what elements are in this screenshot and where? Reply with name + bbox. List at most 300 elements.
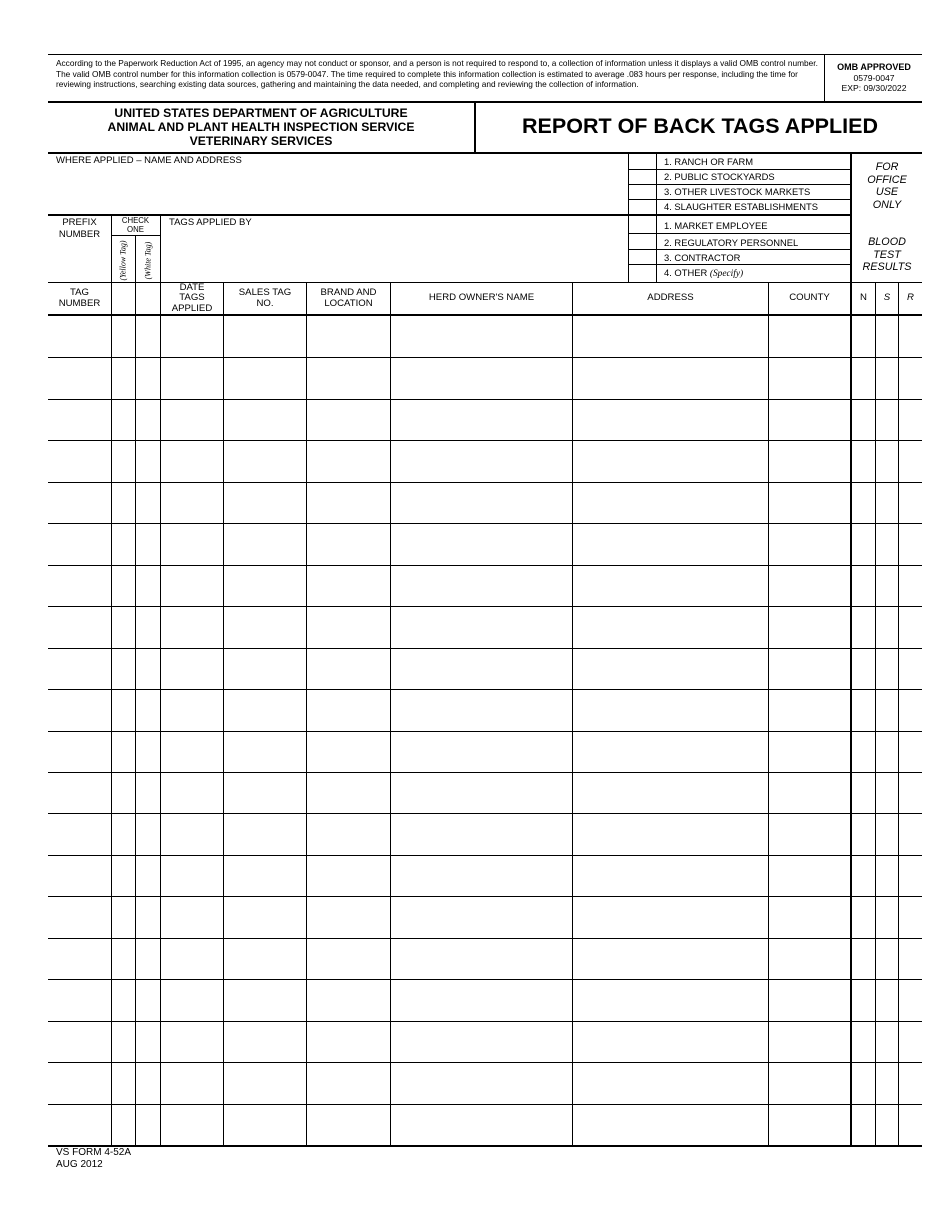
date-tags-applied-cell[interactable]	[160, 523, 223, 564]
n-result-cell[interactable]	[851, 648, 875, 689]
form-footer	[56, 1147, 131, 1171]
s-result-cell[interactable]	[875, 938, 898, 979]
county-cell[interactable]	[768, 357, 850, 398]
s-result-cell[interactable]	[875, 482, 898, 523]
brand-location-cell[interactable]	[306, 979, 390, 1020]
white-tag-cell[interactable]	[135, 938, 160, 979]
sales-tag-cell[interactable]	[223, 357, 306, 398]
r-result-cell[interactable]	[898, 731, 922, 772]
brand-location-cell[interactable]	[306, 1104, 390, 1145]
r-result-cell[interactable]	[898, 689, 922, 730]
brand-location-cell[interactable]	[306, 648, 390, 689]
county-cell[interactable]	[768, 813, 850, 854]
tag-number-cell[interactable]	[48, 1062, 111, 1103]
tag-number-2: NUMBER	[58, 297, 101, 309]
n-result-cell[interactable]	[851, 689, 875, 730]
county-cell[interactable]	[768, 938, 850, 979]
date-tags-applied-cell[interactable]	[160, 440, 223, 481]
date-tags-applied-cell[interactable]	[160, 855, 223, 896]
s-result-cell[interactable]	[875, 979, 898, 1020]
r-result-cell[interactable]	[898, 357, 922, 398]
sales-tag-cell[interactable]	[223, 482, 306, 523]
white-tag-cell[interactable]	[135, 316, 160, 357]
sales-tag-cell[interactable]	[223, 689, 306, 730]
tag-number-cell[interactable]	[48, 606, 111, 647]
brand-location-header	[307, 283, 390, 314]
row-divider	[48, 523, 922, 524]
herd-owner-name-cell[interactable]	[390, 1062, 572, 1103]
sales-tag-cell[interactable]	[223, 316, 306, 357]
date-tags-applied-header	[161, 283, 223, 314]
n-result-cell[interactable]	[851, 316, 875, 357]
herd-owner-name-cell[interactable]	[390, 896, 572, 937]
agency-line-2: ANIMAL AND PLANT HEALTH INSPECTION SERVICE	[107, 120, 415, 134]
county-cell[interactable]	[768, 523, 850, 564]
brand-location-cell[interactable]	[306, 606, 390, 647]
yellow-tag-cell[interactable]	[111, 979, 135, 1020]
address-cell[interactable]	[572, 357, 768, 398]
s-result-cell[interactable]	[875, 1021, 898, 1062]
s-result-cell[interactable]	[875, 399, 898, 440]
date-tags-applied-cell[interactable]	[160, 813, 223, 854]
tag-number-cell[interactable]	[48, 855, 111, 896]
county-cell[interactable]	[768, 316, 850, 357]
r-result-cell[interactable]	[898, 1021, 922, 1062]
top-border	[48, 54, 922, 55]
tag-number-cell[interactable]	[48, 813, 111, 854]
n-result-cell[interactable]	[851, 772, 875, 813]
n-result-cell[interactable]	[851, 399, 875, 440]
omb-approved-label: OMB APPROVED	[837, 62, 911, 72]
date-1: DATE	[179, 281, 205, 293]
option-divider	[628, 184, 850, 185]
yellow-tag-cell[interactable]	[111, 855, 135, 896]
r-result-cell[interactable]	[898, 606, 922, 647]
s-result-cell[interactable]	[875, 855, 898, 896]
date-tags-applied-cell[interactable]	[160, 316, 223, 357]
tag-number-cell[interactable]	[48, 772, 111, 813]
s-result-cell[interactable]	[875, 731, 898, 772]
sales-tag-cell[interactable]	[223, 565, 306, 606]
sales-tag-cell[interactable]	[223, 772, 306, 813]
n-result-cell[interactable]	[851, 896, 875, 937]
address-cell[interactable]	[572, 648, 768, 689]
date-tags-applied-cell[interactable]	[160, 1021, 223, 1062]
brand-location-cell[interactable]	[306, 440, 390, 481]
specify-label: (Specify)	[709, 269, 744, 279]
county-cell[interactable]	[768, 731, 850, 772]
r-result-cell[interactable]	[898, 772, 922, 813]
brand-location-cell[interactable]	[306, 523, 390, 564]
s-result-cell[interactable]	[875, 523, 898, 564]
herd-owner-name-cell[interactable]	[390, 482, 572, 523]
white-tag-cell[interactable]	[135, 689, 160, 730]
date-tags-applied-cell[interactable]	[160, 482, 223, 523]
herd-owner-name-cell[interactable]	[390, 813, 572, 854]
county-cell[interactable]	[768, 399, 850, 440]
address-cell[interactable]	[572, 316, 768, 357]
s-result-cell[interactable]	[875, 565, 898, 606]
county-cell[interactable]	[768, 1021, 850, 1062]
r-result-cell[interactable]	[898, 399, 922, 440]
yellow-tag-cell[interactable]	[111, 1104, 135, 1145]
tag-number-cell[interactable]	[48, 357, 111, 398]
herd-owner-name-cell[interactable]	[390, 648, 572, 689]
tag-number-cell[interactable]	[48, 979, 111, 1020]
herd-owner-name-cell[interactable]	[390, 938, 572, 979]
tag-number-cell[interactable]	[48, 731, 111, 772]
county-cell[interactable]	[768, 1062, 850, 1103]
tags-applied-by-label[interactable]: TAGS APPLIED BY	[169, 217, 252, 228]
n-result-cell[interactable]	[851, 606, 875, 647]
brand-location-cell[interactable]	[306, 896, 390, 937]
county-cell[interactable]	[768, 482, 850, 523]
address-cell[interactable]	[572, 399, 768, 440]
blood-line-1: BLOOD	[868, 236, 906, 248]
white-tag-cell[interactable]	[135, 1104, 160, 1145]
white-tag-cell[interactable]	[135, 648, 160, 689]
row-divider	[48, 896, 922, 897]
row-divider	[48, 979, 922, 980]
prefix-label-1: PREFIX	[62, 217, 97, 228]
n-result-cell[interactable]	[851, 813, 875, 854]
white-tag-label: (White Tag)	[143, 241, 153, 279]
n-result-cell[interactable]	[851, 523, 875, 564]
tag-number-cell[interactable]	[48, 1021, 111, 1062]
white-tag-cell[interactable]	[135, 357, 160, 398]
r-result-cell[interactable]	[898, 440, 922, 481]
r-result-cell[interactable]	[898, 813, 922, 854]
tag-number-cell[interactable]	[48, 565, 111, 606]
r-result-cell[interactable]	[898, 648, 922, 689]
yellow-tag-cell[interactable]	[111, 316, 135, 357]
checkbox-other[interactable]	[629, 265, 655, 281]
address-cell[interactable]	[572, 523, 768, 564]
brand-location-cell[interactable]	[306, 813, 390, 854]
checkbox-other-livestock-markets[interactable]	[629, 185, 655, 199]
yellow-tag-cell[interactable]	[111, 565, 135, 606]
option-divider	[628, 249, 850, 250]
address-cell[interactable]	[572, 731, 768, 772]
n-result-cell[interactable]	[851, 855, 875, 896]
date-tags-applied-cell[interactable]	[160, 1062, 223, 1103]
checkbox-market-employee[interactable]	[629, 217, 655, 232]
s-result-cell[interactable]	[875, 606, 898, 647]
yellow-tag-cell[interactable]	[111, 440, 135, 481]
herd-owner-name-cell[interactable]	[390, 399, 572, 440]
omb-expiration: EXP: 09/30/2022	[841, 83, 907, 93]
office-line-4: ONLY	[872, 198, 902, 211]
yellow-tag-cell[interactable]	[111, 523, 135, 564]
r-result-cell[interactable]	[898, 316, 922, 357]
address-cell[interactable]	[572, 565, 768, 606]
s-result-cell[interactable]	[875, 1104, 898, 1145]
address-cell[interactable]	[572, 1062, 768, 1103]
county-cell[interactable]	[768, 689, 850, 730]
address-cell[interactable]	[572, 896, 768, 937]
s-result-cell[interactable]	[875, 896, 898, 937]
address-cell[interactable]	[572, 813, 768, 854]
county-cell[interactable]	[768, 896, 850, 937]
prefix-number-label	[48, 217, 111, 240]
address-cell[interactable]	[572, 938, 768, 979]
white-tag-cell[interactable]	[135, 731, 160, 772]
option-regulatory-personnel: 2. REGULATORY PERSONNEL	[664, 237, 799, 248]
county-cell[interactable]	[768, 606, 850, 647]
white-tag-cell[interactable]	[135, 896, 160, 937]
address-cell[interactable]	[572, 979, 768, 1020]
n-result-cell[interactable]	[851, 1104, 875, 1145]
row-divider	[48, 813, 922, 814]
county-cell[interactable]	[768, 772, 850, 813]
tag-number-cell[interactable]	[48, 482, 111, 523]
brand-location-cell[interactable]	[306, 938, 390, 979]
date-tags-applied-cell[interactable]	[160, 648, 223, 689]
n-result-cell[interactable]	[851, 731, 875, 772]
brand-location-cell[interactable]	[306, 772, 390, 813]
white-tag-cell[interactable]	[135, 772, 160, 813]
checkbox-public-stockyards[interactable]	[629, 170, 655, 184]
s-result-cell[interactable]	[875, 689, 898, 730]
county-cell[interactable]	[768, 648, 850, 689]
sales-tag-cell[interactable]	[223, 399, 306, 440]
r-result-cell[interactable]	[898, 565, 922, 606]
option-public-stockyards: 2. PUBLIC STOCKYARDS	[664, 171, 775, 182]
yellow-tag-cell[interactable]	[111, 1021, 135, 1062]
date-tags-applied-cell[interactable]	[160, 979, 223, 1020]
date-tags-applied-cell[interactable]	[160, 399, 223, 440]
yellow-tag-cell[interactable]	[111, 482, 135, 523]
n-result-cell[interactable]	[851, 1021, 875, 1062]
n-result-cell[interactable]	[851, 440, 875, 481]
tag-number-cell[interactable]	[48, 316, 111, 357]
herd-owner-name-cell[interactable]	[390, 1021, 572, 1062]
white-tag-header[interactable]	[136, 238, 160, 282]
for-office-use-only-label	[852, 161, 922, 211]
county-header: COUNTY	[789, 292, 830, 304]
county-cell[interactable]	[768, 440, 850, 481]
prefix-label-2: NUMBER	[58, 228, 101, 240]
yellow-tag-cell[interactable]	[111, 399, 135, 440]
option-other-livestock-markets: 3. OTHER LIVESTOCK MARKETS	[664, 186, 811, 197]
brand-location-cell[interactable]	[306, 1021, 390, 1062]
brand-location-cell[interactable]	[306, 399, 390, 440]
yellow-tag-cell[interactable]	[111, 606, 135, 647]
date-tags-applied-cell[interactable]	[160, 938, 223, 979]
s-result-cell[interactable]	[875, 1062, 898, 1103]
sales-tag-cell[interactable]	[223, 440, 306, 481]
sales-tag-cell[interactable]	[223, 523, 306, 564]
tag-number-cell[interactable]	[48, 896, 111, 937]
brand-location-cell[interactable]	[306, 731, 390, 772]
s-result-cell[interactable]	[875, 440, 898, 481]
address-cell[interactable]	[572, 482, 768, 523]
office-line-3: USE	[875, 186, 899, 199]
sales-tag-cell[interactable]	[223, 1021, 306, 1062]
date-tags-applied-cell[interactable]	[160, 565, 223, 606]
herd-owner-name-cell[interactable]	[390, 772, 572, 813]
option-divider	[628, 264, 850, 265]
s-result-cell[interactable]	[875, 357, 898, 398]
yellow-tag-cell[interactable]	[111, 648, 135, 689]
county-cell[interactable]	[768, 855, 850, 896]
sales-tag-cell[interactable]	[223, 979, 306, 1020]
address-cell[interactable]	[572, 772, 768, 813]
brand-2: LOCATION	[324, 297, 373, 309]
white-tag-cell[interactable]	[135, 440, 160, 481]
herd-owner-name-cell[interactable]	[390, 357, 572, 398]
tag-number-cell[interactable]	[48, 1104, 111, 1145]
yellow-tag-header[interactable]	[112, 238, 135, 282]
address-cell[interactable]	[572, 440, 768, 481]
brand-location-cell[interactable]	[306, 357, 390, 398]
sales-tag-cell[interactable]	[223, 813, 306, 854]
checkbox-contractor[interactable]	[629, 250, 655, 264]
white-tag-cell[interactable]	[135, 855, 160, 896]
county-cell[interactable]	[768, 565, 850, 606]
tag-number-1: TAG	[69, 286, 89, 298]
paperwork-reduction-notice: According to the Paperwork Reduction Act of 1995, an agency may not conduct or sponsor, and a person is not required to respond to, a collection of information unless it displays a valid OMB control number. The valid OMB control number for this information collection is 0579-0047. The time required to complete this information collection is estimated to average .083 hours per response, including the time for reviewing instructions, searching existing data sources, gathering and maintaining the data needed, and completing and reviewing the collection of information.	[56, 58, 818, 90]
sales-tag-cell[interactable]	[223, 1062, 306, 1103]
white-tag-cell[interactable]	[135, 1021, 160, 1062]
white-tag-cell[interactable]	[135, 1062, 160, 1103]
omb-approval-box	[826, 62, 922, 94]
sales-tag-cell[interactable]	[223, 606, 306, 647]
date-tags-applied-cell[interactable]	[160, 731, 223, 772]
s-result-cell[interactable]	[875, 772, 898, 813]
s-result-cell[interactable]	[875, 648, 898, 689]
address-cell[interactable]	[572, 855, 768, 896]
county-cell[interactable]	[768, 979, 850, 1020]
yellow-tag-cell[interactable]	[111, 357, 135, 398]
yellow-tag-cell[interactable]	[111, 689, 135, 730]
white-tag-cell[interactable]	[135, 482, 160, 523]
where-applied-label[interactable]: WHERE APPLIED – NAME AND ADDRESS	[56, 155, 242, 166]
date-tags-applied-cell[interactable]	[160, 606, 223, 647]
s-result-cell[interactable]	[875, 316, 898, 357]
herd-owner-name-cell[interactable]	[390, 689, 572, 730]
date-tags-applied-cell[interactable]	[160, 357, 223, 398]
n-result-cell[interactable]	[851, 938, 875, 979]
checkbox-regulatory-personnel[interactable]	[629, 234, 655, 249]
herd-owner-name-cell[interactable]	[390, 979, 572, 1020]
herd-owner-name-cell[interactable]	[390, 316, 572, 357]
date-tags-applied-cell[interactable]	[160, 772, 223, 813]
n-result-cell[interactable]	[851, 357, 875, 398]
brand-location-cell[interactable]	[306, 855, 390, 896]
white-tag-cell[interactable]	[135, 523, 160, 564]
yellow-tag-label: (Yellow Tag)	[119, 239, 128, 281]
tag-number-cell[interactable]	[48, 648, 111, 689]
address-cell[interactable]	[572, 689, 768, 730]
s-result-cell[interactable]	[875, 813, 898, 854]
r-result-cell[interactable]	[898, 855, 922, 896]
brand-location-cell[interactable]	[306, 482, 390, 523]
row-divider	[48, 689, 922, 690]
yellow-tag-cell[interactable]	[111, 813, 135, 854]
herd-owner-name-header: HERD OWNER'S NAME	[428, 292, 535, 304]
r-result-cell[interactable]	[898, 896, 922, 937]
n-result-cell[interactable]	[851, 979, 875, 1020]
r-result-cell[interactable]	[898, 1104, 922, 1145]
row-divider	[48, 357, 922, 358]
herd-owner-name-cell[interactable]	[390, 1104, 572, 1145]
address-cell[interactable]	[572, 1021, 768, 1062]
address-cell[interactable]	[572, 1104, 768, 1145]
herd-owner-name-cell[interactable]	[390, 731, 572, 772]
tag-number-cell[interactable]	[48, 399, 111, 440]
checkbox-ranch-or-farm[interactable]	[629, 155, 655, 169]
n-result-cell[interactable]	[851, 482, 875, 523]
row-divider	[48, 772, 922, 773]
county-cell[interactable]	[768, 1104, 850, 1145]
date-tags-applied-cell[interactable]	[160, 689, 223, 730]
sales-tag-cell[interactable]	[223, 731, 306, 772]
n-result-cell[interactable]	[851, 565, 875, 606]
sales-tag-cell[interactable]	[223, 855, 306, 896]
sales-tag-cell[interactable]	[223, 648, 306, 689]
white-tag-cell[interactable]	[135, 399, 160, 440]
brand-location-cell[interactable]	[306, 689, 390, 730]
n-result-cell[interactable]	[851, 1062, 875, 1103]
brand-location-cell[interactable]	[306, 316, 390, 357]
brand-1: BRAND AND	[320, 286, 377, 298]
brand-location-cell[interactable]	[306, 565, 390, 606]
white-tag-cell[interactable]	[135, 606, 160, 647]
sales-tag-cell[interactable]	[223, 896, 306, 937]
r-result-cell[interactable]	[898, 482, 922, 523]
tag-number-cell[interactable]	[48, 689, 111, 730]
agency-line-3: VETERINARY SERVICES	[189, 134, 333, 148]
sales-tag-cell[interactable]	[223, 938, 306, 979]
sales-tag-cell[interactable]	[223, 1104, 306, 1145]
check-one-underline	[111, 235, 160, 236]
brand-location-cell[interactable]	[306, 1062, 390, 1103]
white-tag-cell[interactable]	[135, 979, 160, 1020]
herd-owner-name-cell[interactable]	[390, 855, 572, 896]
checkbox-slaughter-establishments[interactable]	[629, 200, 655, 214]
herd-owner-name-cell[interactable]	[390, 440, 572, 481]
yellow-tag-cell[interactable]	[111, 896, 135, 937]
row-divider	[48, 648, 922, 649]
row-divider	[48, 606, 922, 607]
herd-owner-name-cell[interactable]	[390, 565, 572, 606]
notice-bottom-border	[48, 101, 922, 103]
option-other	[664, 267, 743, 280]
white-tag-cell[interactable]	[135, 813, 160, 854]
r-result-cell[interactable]	[898, 979, 922, 1020]
date-tags-applied-cell[interactable]	[160, 896, 223, 937]
herd-owner-name-cell[interactable]	[390, 523, 572, 564]
r-result-cell[interactable]	[898, 523, 922, 564]
address-cell[interactable]	[572, 606, 768, 647]
white-tag-cell[interactable]	[135, 565, 160, 606]
r-result-cell[interactable]	[898, 938, 922, 979]
yellow-tag-cell[interactable]	[111, 731, 135, 772]
omb-number: 0579-0047	[853, 72, 895, 83]
yellow-tag-cell[interactable]	[111, 938, 135, 979]
check-label-1: CHECK	[121, 216, 150, 225]
date-tags-applied-cell[interactable]	[160, 1104, 223, 1145]
tag-number-cell[interactable]	[48, 938, 111, 979]
tag-number-cell[interactable]	[48, 523, 111, 564]
r-result-cell[interactable]	[898, 1062, 922, 1103]
yellow-tag-cell[interactable]	[111, 1062, 135, 1103]
yellow-tag-cell[interactable]	[111, 772, 135, 813]
tag-number-cell[interactable]	[48, 440, 111, 481]
herd-owner-name-cell[interactable]	[390, 606, 572, 647]
blood-line-3: RESULTS	[862, 261, 912, 274]
